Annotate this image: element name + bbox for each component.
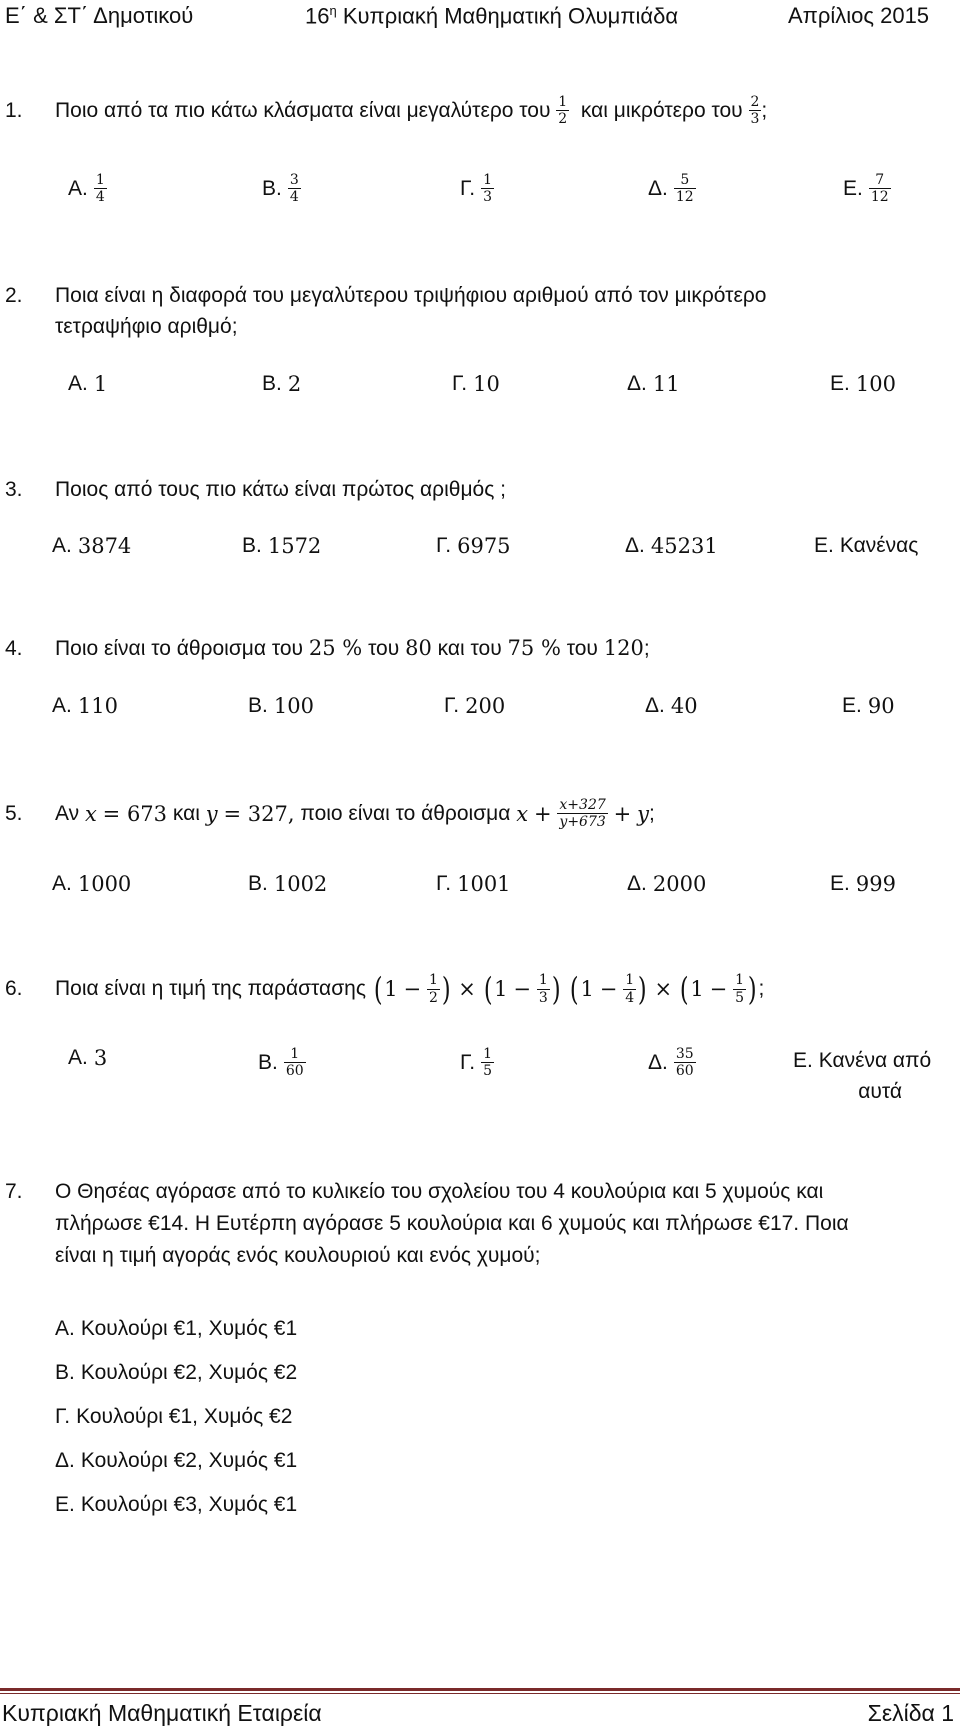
question-1: [5, 94, 767, 127]
paren-close: ): [441, 970, 451, 1008]
paren-open: (: [679, 970, 689, 1008]
question-text: Ποιο είναι το άθροισμα του: [55, 637, 304, 660]
paren-close: ): [551, 970, 561, 1008]
q1-option-d[interactable]: Δ. $\frac{5}{12}$: [648, 172, 694, 206]
q3-option-c[interactable]: Γ. 6975: [436, 534, 511, 558]
q5-option-c[interactable]: Γ. 1001: [436, 872, 511, 896]
q5-option-a[interactable]: Α. 1000: [52, 872, 132, 896]
question-text: Ποια είναι η τιμή της παράστασης: [55, 977, 366, 1000]
plus-1: +: [533, 801, 552, 826]
value-y: = 327,: [223, 801, 295, 826]
q1-option-c[interactable]: Γ. $\frac{1}{3}$: [460, 172, 493, 206]
q2-option-d[interactable]: Δ. 11: [627, 372, 680, 396]
question-7-number: 7.: [5, 1180, 23, 1203]
question-end: ;: [761, 98, 768, 122]
header-title-text: Κυπριακή Μαθηματική Ολυμπιάδα: [342, 3, 679, 29]
q2-option-a[interactable]: Α. 1: [68, 372, 108, 396]
paren-close: ): [747, 970, 757, 1008]
q6-option-c[interactable]: Γ. $\frac{1}{5}$: [460, 1046, 493, 1080]
times: ×: [458, 977, 476, 1001]
q2-option-e[interactable]: Ε. 100: [830, 372, 896, 396]
paren-close: ): [638, 970, 647, 1008]
percent-1: 25 %: [308, 636, 363, 660]
question-text-2: και: [172, 801, 200, 825]
times: ×: [654, 977, 673, 1001]
q4-option-a[interactable]: Α. 110: [52, 694, 118, 718]
q2-option-b[interactable]: Β. 2: [262, 372, 302, 396]
question-6: [5, 970, 764, 1008]
question-end: ;: [648, 801, 655, 825]
fraction: $\frac{1}{3}$: [538, 972, 548, 1006]
minus: −: [403, 977, 422, 1001]
question-7-line-1: Ο Θησέας αγόρασε από το κυλικείο του σχολείου του 4 κουλούρια και 5 χυμούς και: [55, 1180, 824, 1203]
paren-open: (: [569, 970, 579, 1008]
q6-option-a[interactable]: Α. 3: [68, 1046, 108, 1070]
question-number: 4.: [5, 637, 23, 660]
q4-option-c[interactable]: Γ. 200: [444, 694, 506, 718]
number-1: 80: [405, 636, 432, 660]
var-y: y: [205, 801, 218, 826]
question-2-line-2: τετραψήφιο αριθμό;: [55, 315, 238, 338]
question-3-number: 3.: [5, 478, 23, 501]
q4-option-e[interactable]: Ε. 90: [842, 694, 895, 718]
q6-option-d[interactable]: Δ. $\frac{35}{60}$: [648, 1046, 694, 1080]
var-x-2: x: [516, 801, 529, 826]
question-end: ;: [643, 637, 650, 660]
header-title: [305, 3, 678, 29]
question-text-2: και μικρότερο του: [580, 98, 743, 122]
question-text: Αν: [55, 801, 80, 825]
question-7-line-3: είναι η τιμή αγοράς ενός κουλουριού και ενός χυμού;: [55, 1244, 541, 1267]
q7-option-a[interactable]: Α. Κουλούρι €1, Χυμός €1: [55, 1317, 298, 1340]
question-2-line-1: Ποια είναι η διαφορά του μεγαλύτερου τριψήφιου αριθμού από τον μικρότερο: [55, 284, 767, 307]
question-end: ;: [758, 977, 765, 1000]
q3-option-a[interactable]: Α. 3874: [52, 534, 132, 558]
q3-option-b[interactable]: Β. 1572: [242, 534, 322, 558]
fraction-half: $\frac{1}{2}$: [558, 94, 568, 128]
one: 1: [690, 977, 704, 1001]
fraction: $\frac{1}{5}$: [735, 972, 744, 1006]
header-date: Απρίλιος 2015: [788, 3, 930, 28]
question-7-line-2: πλήρωσε €14. Η Ευτέρπη αγόρασε 5 κουλούρια και 6 χυμούς και πλήρωσε €17. Ποια: [55, 1212, 849, 1235]
question-number: 6.: [5, 977, 23, 1000]
footer-rule: [0, 1688, 960, 1691]
one: 1: [494, 977, 508, 1001]
percent-2: 75 %: [507, 636, 561, 660]
q1-option-b[interactable]: Β. $\frac{3}{4}$: [262, 172, 299, 206]
question-text: Ποιο από τα πιο κάτω κλάσματα είναι μεγαλύτερο του: [55, 98, 551, 122]
question-number: 1.: [5, 98, 23, 122]
header-number: 16: [305, 3, 330, 29]
minus: −: [599, 977, 618, 1001]
question-5: [5, 797, 655, 830]
number-2: 120: [603, 636, 644, 660]
q7-option-c[interactable]: Γ. Κουλούρι €1, Χυμός €2: [55, 1405, 293, 1428]
one: 1: [384, 977, 398, 1001]
var-x: x: [84, 801, 97, 826]
q6-option-e[interactable]: Ε. Κανένα από αυτά: [793, 1049, 932, 1103]
question-2-number: 2.: [5, 284, 23, 307]
q3-option-d[interactable]: Δ. 45231: [625, 534, 718, 558]
question-text-4: του: [566, 637, 598, 660]
q2-option-c[interactable]: Γ. 10: [452, 372, 500, 396]
var-y-2: y: [637, 801, 649, 826]
paren-open: (: [483, 970, 493, 1008]
footer-organization: Κυπριακή Μαθηματική Εταιρεία: [2, 1700, 322, 1726]
fraction-two-thirds: $\frac{2}{3}$: [750, 94, 760, 128]
q5-option-e[interactable]: Ε. 999: [830, 872, 896, 896]
q4-option-b[interactable]: Β. 100: [248, 694, 314, 718]
q7-option-e[interactable]: Ε. Κουλούρι €3, Χυμός €1: [55, 1493, 298, 1516]
paren-open: (: [373, 970, 383, 1008]
question-3-text: Ποιος από τους πιο κάτω είναι πρώτος αριθμός ;: [55, 478, 507, 501]
q5-option-b[interactable]: Β. 1002: [248, 872, 328, 896]
q7-option-d[interactable]: Δ. Κουλούρι €2, Χυμός €1: [55, 1449, 298, 1472]
minus: −: [709, 977, 728, 1001]
footer-page-number: Σελίδα 1: [867, 1700, 954, 1726]
question-text-3: και του: [437, 637, 502, 660]
value-x: = 673: [102, 801, 168, 826]
header-grade: Ε΄ & ΣΤ΄ Δημοτικού: [5, 3, 194, 28]
minus: −: [513, 977, 531, 1001]
header-superscript: η: [329, 3, 337, 18]
question-text-2: του: [368, 637, 400, 660]
q7-option-b[interactable]: Β. Κουλούρι €2, Χυμός €2: [55, 1361, 298, 1384]
q1-option-a[interactable]: Α. $\frac{1}{4}$: [68, 172, 105, 206]
footer-rule-thin: [0, 1693, 960, 1694]
fraction-expression: $\frac{x+327}{y+673}$: [559, 797, 606, 831]
one: 1: [580, 977, 594, 1001]
q3-option-e[interactable]: Ε. Κανένας: [814, 534, 919, 557]
question-4: [5, 636, 650, 661]
question-number: 5.: [5, 801, 23, 825]
q6-option-b[interactable]: Β. $\frac{1}{60}$: [258, 1046, 304, 1080]
q1-option-e[interactable]: Ε. $\frac{7}{12}$: [843, 172, 889, 206]
fraction: $\frac{1}{4}$: [625, 972, 635, 1006]
q4-option-d[interactable]: Δ. 40: [645, 694, 698, 718]
fraction: $\frac{1}{2}$: [428, 972, 438, 1006]
plus-2: +: [613, 801, 632, 826]
question-text-3: ποιο είναι το άθροισμα: [300, 801, 511, 825]
q5-option-d[interactable]: Δ. 2000: [627, 872, 707, 896]
